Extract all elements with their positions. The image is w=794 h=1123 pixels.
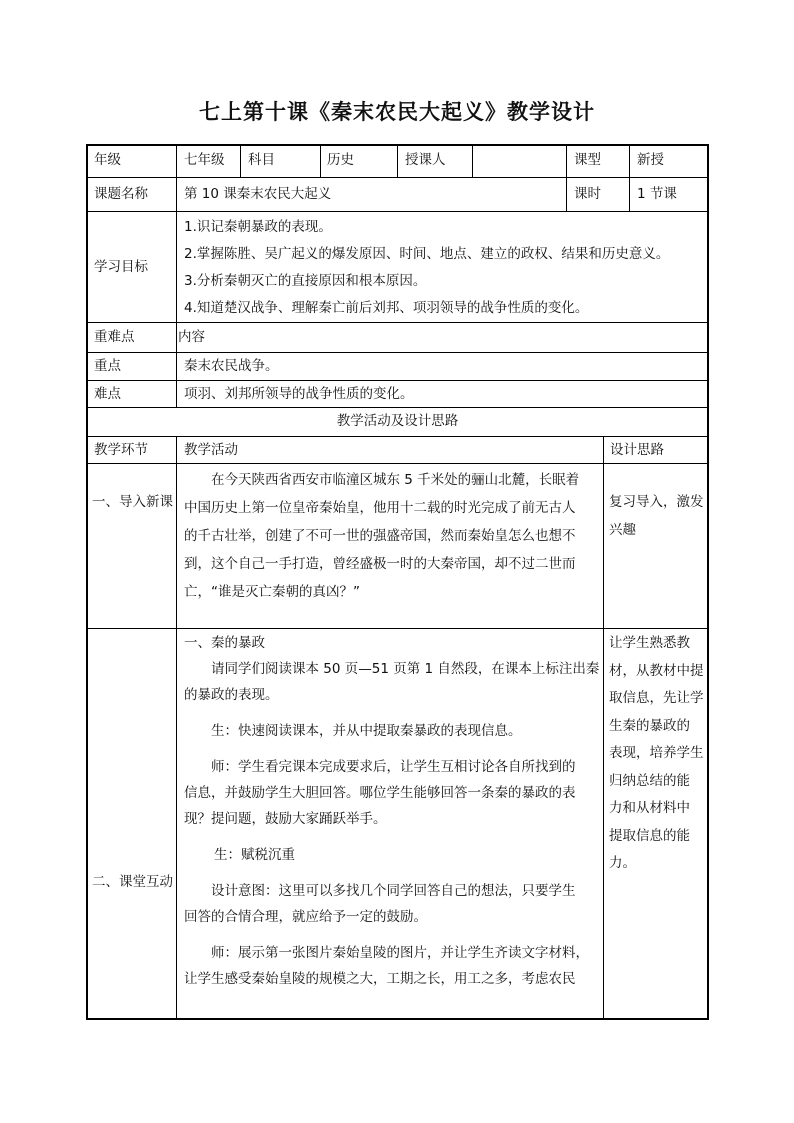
key-point-value: 秦末农民战争。 [184, 358, 279, 374]
hard-point-label: 难点 [94, 386, 121, 402]
topic-label: 课题名称 [94, 186, 148, 202]
hours-label: 课时 [574, 186, 601, 202]
col-design-header: 设计思路 [610, 442, 664, 458]
subject-value: 历史 [327, 152, 354, 168]
key-point-label: 重点 [94, 358, 121, 374]
stage1-label: 一、导入新课 [92, 494, 173, 510]
topic-value: 第 10 课秦末农民大起义 [184, 186, 332, 202]
col-activity-header: 教学活动 [184, 442, 238, 458]
page-title: 七上第十课《秦末农民大起义》教学设计 [199, 99, 595, 124]
objectives-label: 学习目标 [94, 259, 148, 275]
content-label: 内容 [178, 329, 205, 345]
difficulty-label: 重难点 [94, 329, 135, 345]
type-value: 新授 [637, 152, 664, 168]
hard-point-value: 项羽、刘邦所领导的战争性质的变化。 [184, 386, 414, 402]
objective-item: 3.分析秦朝灭亡的直接原因和根本原因。 [184, 273, 427, 289]
objectives-list [184, 214, 669, 322]
col-stage-header: 教学环节 [94, 442, 148, 458]
stage2-text: 一、秦的暴政 请同学们阅读课本 50 页—51 页第 1 自然段，在课本上标注出秦 的暴政的表现。 生：快速阅读课本，并从中提取秦暴政的表现信息。 师：学生看完课本完成要求后，让学生互相讨论各自所找到的 信息，并鼓励学生大胆回答。哪位学生能够回答一条秦的暴政的表 现？提问题，鼓励大家踊跃举手。 生：赋税沉重 设计意图：这里可以多找几个同学回答自己的想法，只要学生 回答的合情合理，就应给予一定的鼓励。 师：展示第一张图片秦始皇陵的图片，并让学生齐读文字材料， 让学生感受秦始皇陵的规模之大，工期之长，用工之多，考虑农民 [184, 630, 599, 992]
stage1-text: 在今天陕西省西安市临潼区城东 5 千米处的骊山北麓，长眠着 中国历史上第一位皇帝秦始皇，他用十二载的时光完成了前无古人 的千古壮举，创建了不可一世的强盛帝国，然而秦始皇怎么也想不 到，这个自己一手打造，曾经盛极一时的大秦帝国，却不过二世而 亡，“谁是灭亡秦朝的真凶？” [184, 472, 580, 600]
objective-item: 2.掌握陈胜、吴广起义的爆发原因、时间、地点、建立的政权、结果和历史意义。 [184, 246, 670, 262]
stage2-label: 二、课堂互动 [92, 874, 173, 890]
hours-value: 1 节课 [637, 186, 677, 202]
grade-value: 七年级 [184, 152, 225, 168]
objective-item: 1.识记秦朝暴政的表现。 [184, 219, 332, 235]
stage2-design: 让学生熟悉教 材，从教材中提 取信息，先让学 生秦的暴政的 表现，培养学生 归纳总结的能 力和从材料中 提取信息的能 力。 [609, 635, 704, 871]
type-label: 课型 [574, 152, 601, 168]
stage1-design: 复习导入，激发 兴趣 [609, 494, 704, 538]
section-heading: 一、秦的暴政 [184, 635, 265, 651]
activities-header: 教学活动及设计思路 [336, 413, 459, 429]
objective-item: 4.知道楚汉战争、理解秦亡前后刘邦、项羽领导的战争性质的变化。 [184, 300, 589, 316]
subject-label: 科目 [248, 152, 275, 168]
teacher-label: 授课人 [405, 152, 446, 168]
grade-label: 年级 [94, 152, 121, 168]
